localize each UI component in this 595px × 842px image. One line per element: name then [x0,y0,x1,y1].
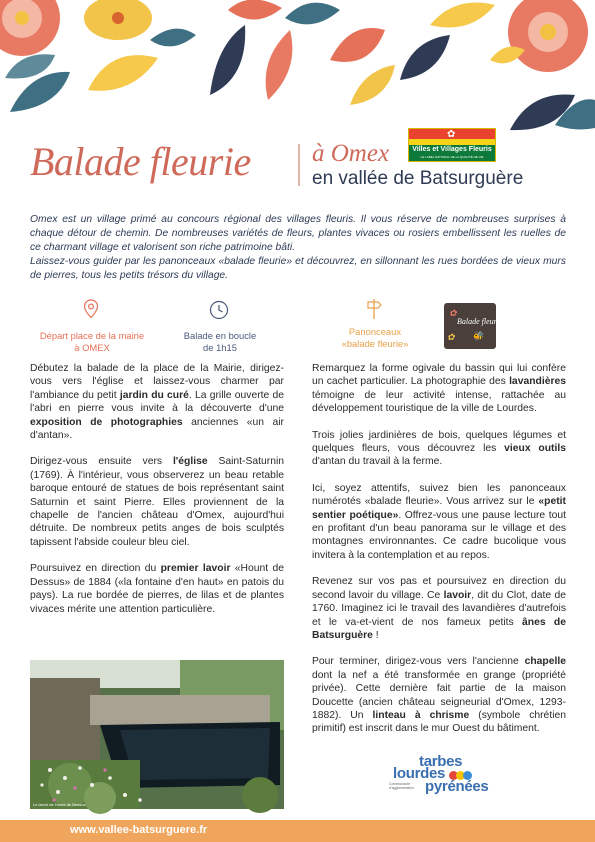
flower-icon: ✿ [447,129,456,140]
lavoir-photo [30,660,284,809]
paragraph [312,575,566,642]
paragraph [30,562,284,616]
text-run: . Offrez-vous une pause lecture tout en profitant d'un beau panorama sur le village et des montagnes environnantes. Ce cadre bucolique vous invitera à la contemplation et au repos. [312,509,566,561]
left-column [30,362,284,629]
location-pin-icon [83,299,99,319]
flower-left-icon [0,0,60,56]
website-link[interactable]: www.vallee-batsurguere.fr [70,824,208,836]
bold-text: lavandières [509,376,566,388]
text-run: (symbole chrétien primitif) est inscrit dans le mur Ouest du bâtiment. [312,709,566,735]
title-divider [298,144,300,186]
text-run: , dit du Clot, date de 1760. Imaginez ici le travail des lavandières d'autrefois et le va-et-vient de nos fameux petits [312,589,566,628]
sign-text: Balade fleurie [457,317,503,326]
balade-fleurie-sign [444,303,503,349]
text-run: dont la nef a été transformée en grange (propriété privée). Cette dernière fait partie de la maison Doucette (ancien château seigneurial d'Omex, 1293-1882). Un [312,669,566,721]
leaf-icon [210,25,245,95]
text-run: Saint-Saturnin (1769). À l'intérieur, vous observerez un beau retable baroque entouré de statues de bois représentant saint Saturnin et saint Pierre. Elles proviennent de la chapelle de l'ancien château d'Omex, aujourd'hui détruite. De nombreux petits anges de bois sculptés tapissent l'abside couleur bleu ciel. [30,456,285,548]
bold-text: «petit sentier poétique» [312,496,566,521]
leaf-icon [228,0,282,20]
bold-text: chapelle [524,656,566,668]
bold-text: ânes de Batsurguère [312,616,566,641]
bold-text: linteau à chrisme [372,709,470,721]
leaf-icon [88,55,158,91]
text-run: «Hount de Dessus» de 1884 («la fontaine d'en haut» en patois du pays). La rue bordée de pierres, de lilas et de plantes vivaces mérite une attention particulière. [30,563,284,615]
logo-small-text: Communauté d'agglomération [389,782,414,790]
title-subtitle: en vallée de Batsurguère [312,168,524,189]
panonceaux-info: Panonceaux «balade fleurie» [341,326,409,349]
paragraph [30,362,284,442]
paragraph [312,482,566,562]
leaf-icon [490,47,525,64]
title-location: à Omex [312,140,390,167]
text-run: Ici, soyez attentifs, suivez bien les panonceaux numérotés «balade fleurie». Vous arrivez sur le [312,482,566,508]
text-run: ! [372,629,379,641]
paragraph [312,429,566,469]
text-run: Remarquez la forme ogivale du bassin qui lui confère un cachet particulier. La photographie des [312,363,566,388]
bold-text: jardin du curé [119,389,189,401]
depart-info: Départ place de la mairie à OMEX [39,330,145,353]
paragraph [30,455,284,549]
signpost-icon [366,298,382,320]
flower-icon: ✿ [449,308,457,318]
text-run: Dirigez-vous ensuite vers [30,456,173,468]
right-column [312,362,566,749]
villes-villages-fleuris-label [408,128,496,162]
paragraph [312,362,566,416]
leaf-icon [400,35,450,80]
bold-text: lavoir [443,589,472,601]
text-run: anciennes «un air d'antan». [30,416,284,442]
intro-text [30,213,566,283]
flower-icon: ✿ [447,332,455,342]
bold-text: vieux outils [504,443,566,455]
text-run: d'antan du travail à la ferme. [312,456,443,468]
bold-text: exposition de photographies [30,416,183,428]
text-run: Trois jolies jardinières de bois, quelques légumes et quelques fleurs, vous découvrez les [312,429,566,455]
text-run: témoigne de leur activité intense, rattachée au développement touristique de la ville de Lourdes. [312,389,566,415]
bee-icon: 🐝 [472,331,484,341]
text-run: Pour terminer, dirigez-vous vers l'ancienne [312,656,525,668]
leaf-icon [330,28,385,62]
leaf-icon [350,65,395,105]
leaf-icon [430,3,495,28]
photo-caption: Le lavoir de Hount de Dessus [33,802,86,807]
leaf-icon [150,29,196,47]
flower-right-icon [508,0,588,72]
page-title: Balade fleurie [30,139,251,184]
text-run: . La grille ouverte de l'abri en pierre vous invite à la découverte d'une [30,389,284,415]
intro-paragraph: Laissez-vous guider par les panonceaux «balade fleurie» et découvrez, en sillonnant les rues bordées de vieux murs de pierres, tous les petits trésors du village. [30,256,566,281]
duration-info: Balade en boucle de 1h15 [183,330,257,353]
leaf-icon [285,3,340,25]
leaf-icon [266,30,293,100]
bold-text: l'église [172,456,208,468]
floral-decoration [0,0,595,140]
clock-icon [209,300,229,320]
bold-text: premier lavoir [160,563,231,575]
label-name: Villes et Villages Fleuris [412,146,492,153]
tarbes-lourdes-pyrenees-logo: tarbes lourdes Communauté d'agglomération pyrénées [389,753,489,795]
intro-paragraph: Omex est un village primé au concours régional des villages fleuris. Il vous réserve de nombreuses surprises à chaque détour de chemin. De nombreuses variétés de fleurs, plantes vivaces ou rosiers embellissent les ruelles de ce charmant village et valorisent son riche patrimoine bâti. [30,214,566,253]
text-run: Débutez la balade de la place de la Mairie, dirigez-vous vers l'église et laissez-vous charmer par l'ambiance du petit [30,363,284,401]
paragraph [312,655,566,735]
text-run: Poursuivez en direction du [30,563,161,575]
text-run: Revenez sur vos pas et poursuivez en direction du second lavoir du village. Ce [312,576,566,601]
label-small: LE LABEL NATIONAL DE LA QUALITÉ DE VIE [420,155,484,159]
footer-bar [0,820,595,842]
